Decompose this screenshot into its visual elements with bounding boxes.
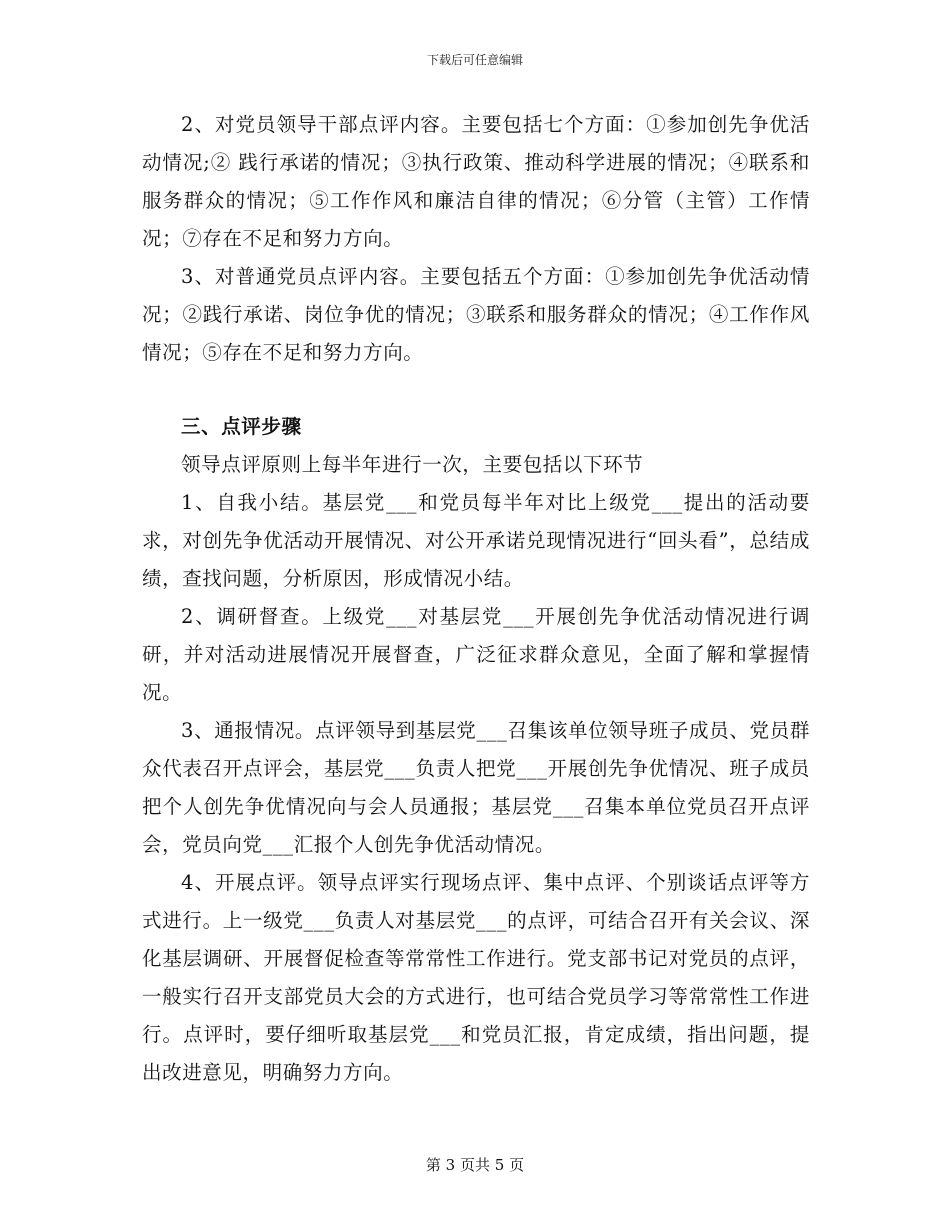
page-number-footer: 第 3 页共 5 页 (425, 1156, 525, 1174)
page-header: 下载后可任意编辑 (426, 53, 523, 67)
paragraph-member-review-content: 3、对普通党员点评内容。主要包括五个方面：①参加创先争优活动情况；②践行承诺、岗位争优的情况；③联系和服务群众的情况；④工作作风情况；⑤存在不足和努力方向。 (142, 265, 810, 364)
paragraph-leader-review-content: 2、对党员领导干部点评内容。主要包括七个方面：①参加创先争优活动情况;② 践行承诺的情况；③执行政策、推动科学进展的情况；④联系和服务群众的情况；⑤工作作风和廉洁自律的情况；⑥分管（主管）工作情况；⑦存在不足和努力方向。 (142, 113, 810, 250)
paragraph-report-situation: 3、通报情况。点评领导到基层党___召集该单位领导班子成员、党员群众代表召开点评会，基层党___负责人把党___开展创先争优情况、班子成员把个人创先争优情况向与会人员通报；基层党___召集本单位党员召开点评会，党员向党___汇报个人创先争优活动情况。 (142, 719, 810, 856)
paragraph-research-inspection: 2、调研督查。上级党___对基层党___开展创先争优活动情况进行调研，并对活动进展情况开展督查，广泛征求群众意见，全面了解和掌握情况。 (142, 605, 810, 704)
section-heading-review-steps: 三、点评步骤 (181, 415, 302, 438)
document-body (142, 106, 810, 1092)
paragraph-conduct-review: 4、开展点评。领导点评实行现场点评、集中点评、个别谈话点评等方式进行。上一级党___负责人对基层党___的点评，可结合召开有关会议、深化基层调研、开展督促检查等常常性工作进行。党支部书记对党员的点评，一般实行召开支部党员大会的方式进行，也可结合党员学习等常常性工作进行。点评时，要仔细听取基层党___和党员汇报，肯定成绩，指出问题，提出改进意见，明确努力方向。 (142, 871, 810, 1084)
paragraph-review-principle: 领导点评原则上每半年进行一次，主要包括以下环节 (181, 453, 644, 476)
paragraph-self-summary: 1、自我小结。基层党___和党员每半年对比上级党___提出的活动要求，对创先争优活动开展情况、对公开承诺兑现情况进行“回头看”，总结成绩，查找问题，分析原因，形成情况小结。 (142, 491, 810, 590)
